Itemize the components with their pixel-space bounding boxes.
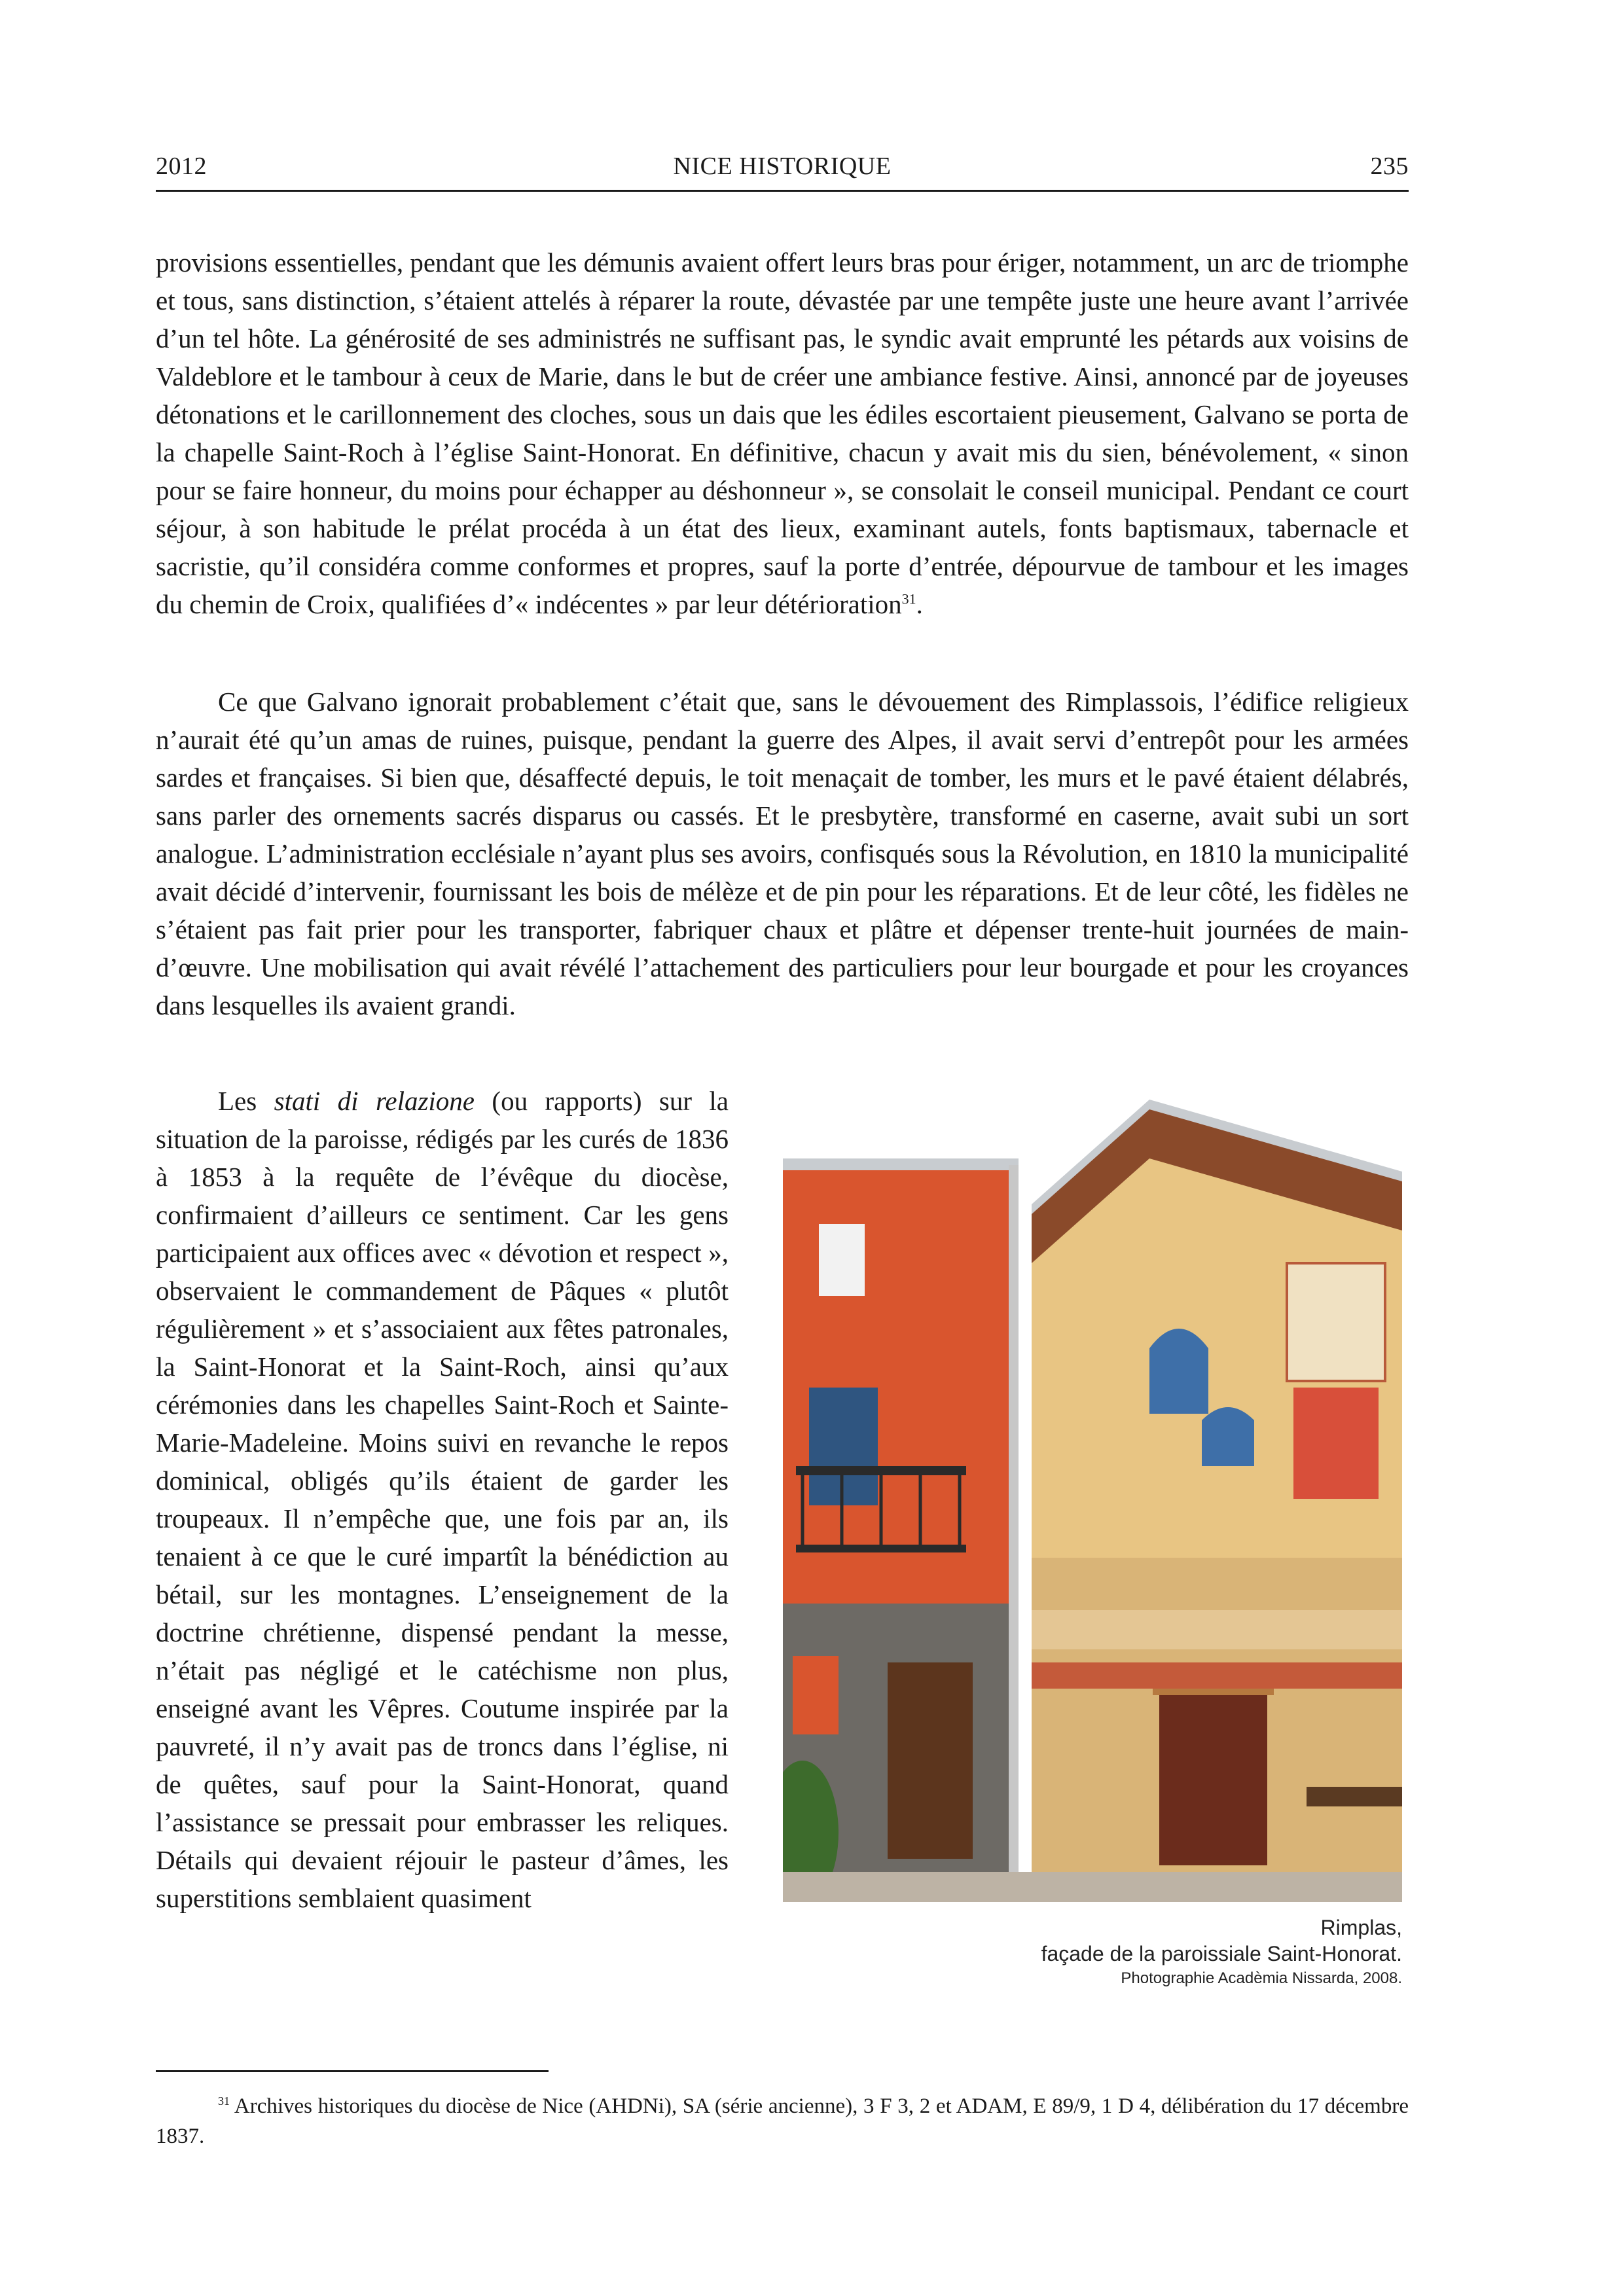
footnote-number: 31 <box>218 2094 230 2108</box>
footnote-reference[interactable]: 31 <box>901 590 916 607</box>
footnote-separator <box>156 2070 549 2072</box>
header-year: 2012 <box>156 152 207 180</box>
footnote-text: Archives historiques du diocèse de Nice (AHDNi), SA (série ancienne), 3 F 3, 2 et ADAM, E 89/9, 1 D 4, délibération du 17 décembre 1837. <box>156 2094 1409 2148</box>
paragraph-3-rest: (ou rapports) sur la situation de la paroisse, rédigés par les curés de 1836 à 1853 à la requête de l’évêque du diocèse, confirmaient d’ailleurs ce sentiment. Car les gens participaient aux offices avec « dévotion et respect », observaient le commandement de Pâques « plutôt régulièrement » et s’associaient aux fêtes patronales, la Saint-Honorat et la Saint-Roch, ainsi qu’aux cérémonies dans les chapelles Saint-Roch et Sainte-Marie-Madeleine. Moins suivi en revanche le repos dominical, obligés qu’ils étaient de garder les troupeaux. Il n’empêche que, une fois par an, ils tenaient à ce que le curé impartît la bénédiction au bétail, sur les montagnes. L’enseignement de la doctrine chrétienne, dispensé pendant la messe, n’était pas négligé et le catéchisme non plus, enseigné avant les Vêpres. Coutume inspirée par la pauvreté, il n’y avait pas de troncs dans l’église, ni de quêtes, sauf pour la Saint-Honorat, quand l’assistance se pressait pour embrasser les reliques. Détails qui devaient réjouir le pasteur d’âmes, les superstitions semblaient quasiment <box>156 1086 729 1913</box>
header-journal-title: NICE HISTORIQUE <box>673 152 892 180</box>
header-page-number: 235 <box>1370 152 1409 180</box>
church-facade-photo <box>783 1100 1402 1902</box>
paragraph-1 <box>156 243 1409 623</box>
footnote-31 <box>156 2091 1409 2151</box>
paragraph-3 <box>156 1082 729 1917</box>
running-header <box>156 148 1409 192</box>
caption-line-1: Rimplas, <box>1320 1916 1402 1939</box>
paragraph-1-text: provisions essentielles, pendant que les démunis avaient offert leurs bras pour ériger, notamment, un arc de triomphe et tous, sans distinction, s’étaient attelés à réparer la route, dévastée par une tempête juste une heure avant l’arrivée d’un tel hôte. La générosité de ses administrés ne suffisant pas, le syndic avait emprunté les pétards aux voisins de Valdeblore et le tambour à ceux de Marie, dans le but de créer une ambiance festive. Ainsi, annoncé par de joyeuses détonations et le carillonnement des cloches, sous un dais que les édiles escortaient pieusement, Galvano se porta de la chapelle Saint-Roch à l’église Saint-Honorat. En définitive, chacun y avait mis du sien, bénévolement, « sinon pour se faire honneur, du moins pour échapper au déshonneur », se consolait le conseil municipal. Pendant ce court séjour, à son habitude le prélat procéda à un état des lieux, examinant autels, fonts baptismaux, tabernacle et sacristie, qu’il considéra comme conformes et propres, sauf la porte d’entrée, dépourvue de tambour et les images du chemin de Croix, qualifiées d’« indécentes » par leur détérioration <box>156 247 1409 619</box>
paragraph-3-lead: Les <box>218 1086 274 1116</box>
caption-credit: Photographie Acadèmia Nissarda, 2008. <box>1121 1969 1402 1987</box>
paragraph-3-italic: stati di relazione <box>274 1086 475 1116</box>
paragraph-2: Ce que Galvano ignorait probablement c’était que, sans le dévouement des Rimplassois, l’édifice religieux n’aurait été qu’un amas de ruines, puisque, pendant la guerre des Alpes, il avait servi d’entrepôt pour les armées sardes et françaises. Si bien que, désaffecté depuis, le toit menaçait de tomber, les murs et le pavé étaient délabrés, sans parler des ornements sacrés disparus ou cassés. Et le presbytère, transformé en caserne, avait subi un sort analogue. L’administration ecclésiale n’ayant plus ses avoirs, confisqués sous la Révolution, en 1810 la municipalité avait décidé d’intervenir, fournissant les bois de mélèze et de pin pour les réparations. Et de leur côté, les fidèles ne s’étaient pas fait prier pour les transporter, fabriquer chaux et plâtre et dépenser trente-huit journées de main-d’œuvre. Une mobilisation qui avait révélé l’attachement des particuliers pour leur bourgade et pour les croyances dans lesquelles ils avaient grandi. <box>156 687 1409 1020</box>
photo-caption <box>936 1914 1402 1990</box>
caption-line-2: façade de la paroissiale Saint-Honorat. <box>1041 1942 1402 1965</box>
paragraph-1-end: . <box>916 589 923 619</box>
